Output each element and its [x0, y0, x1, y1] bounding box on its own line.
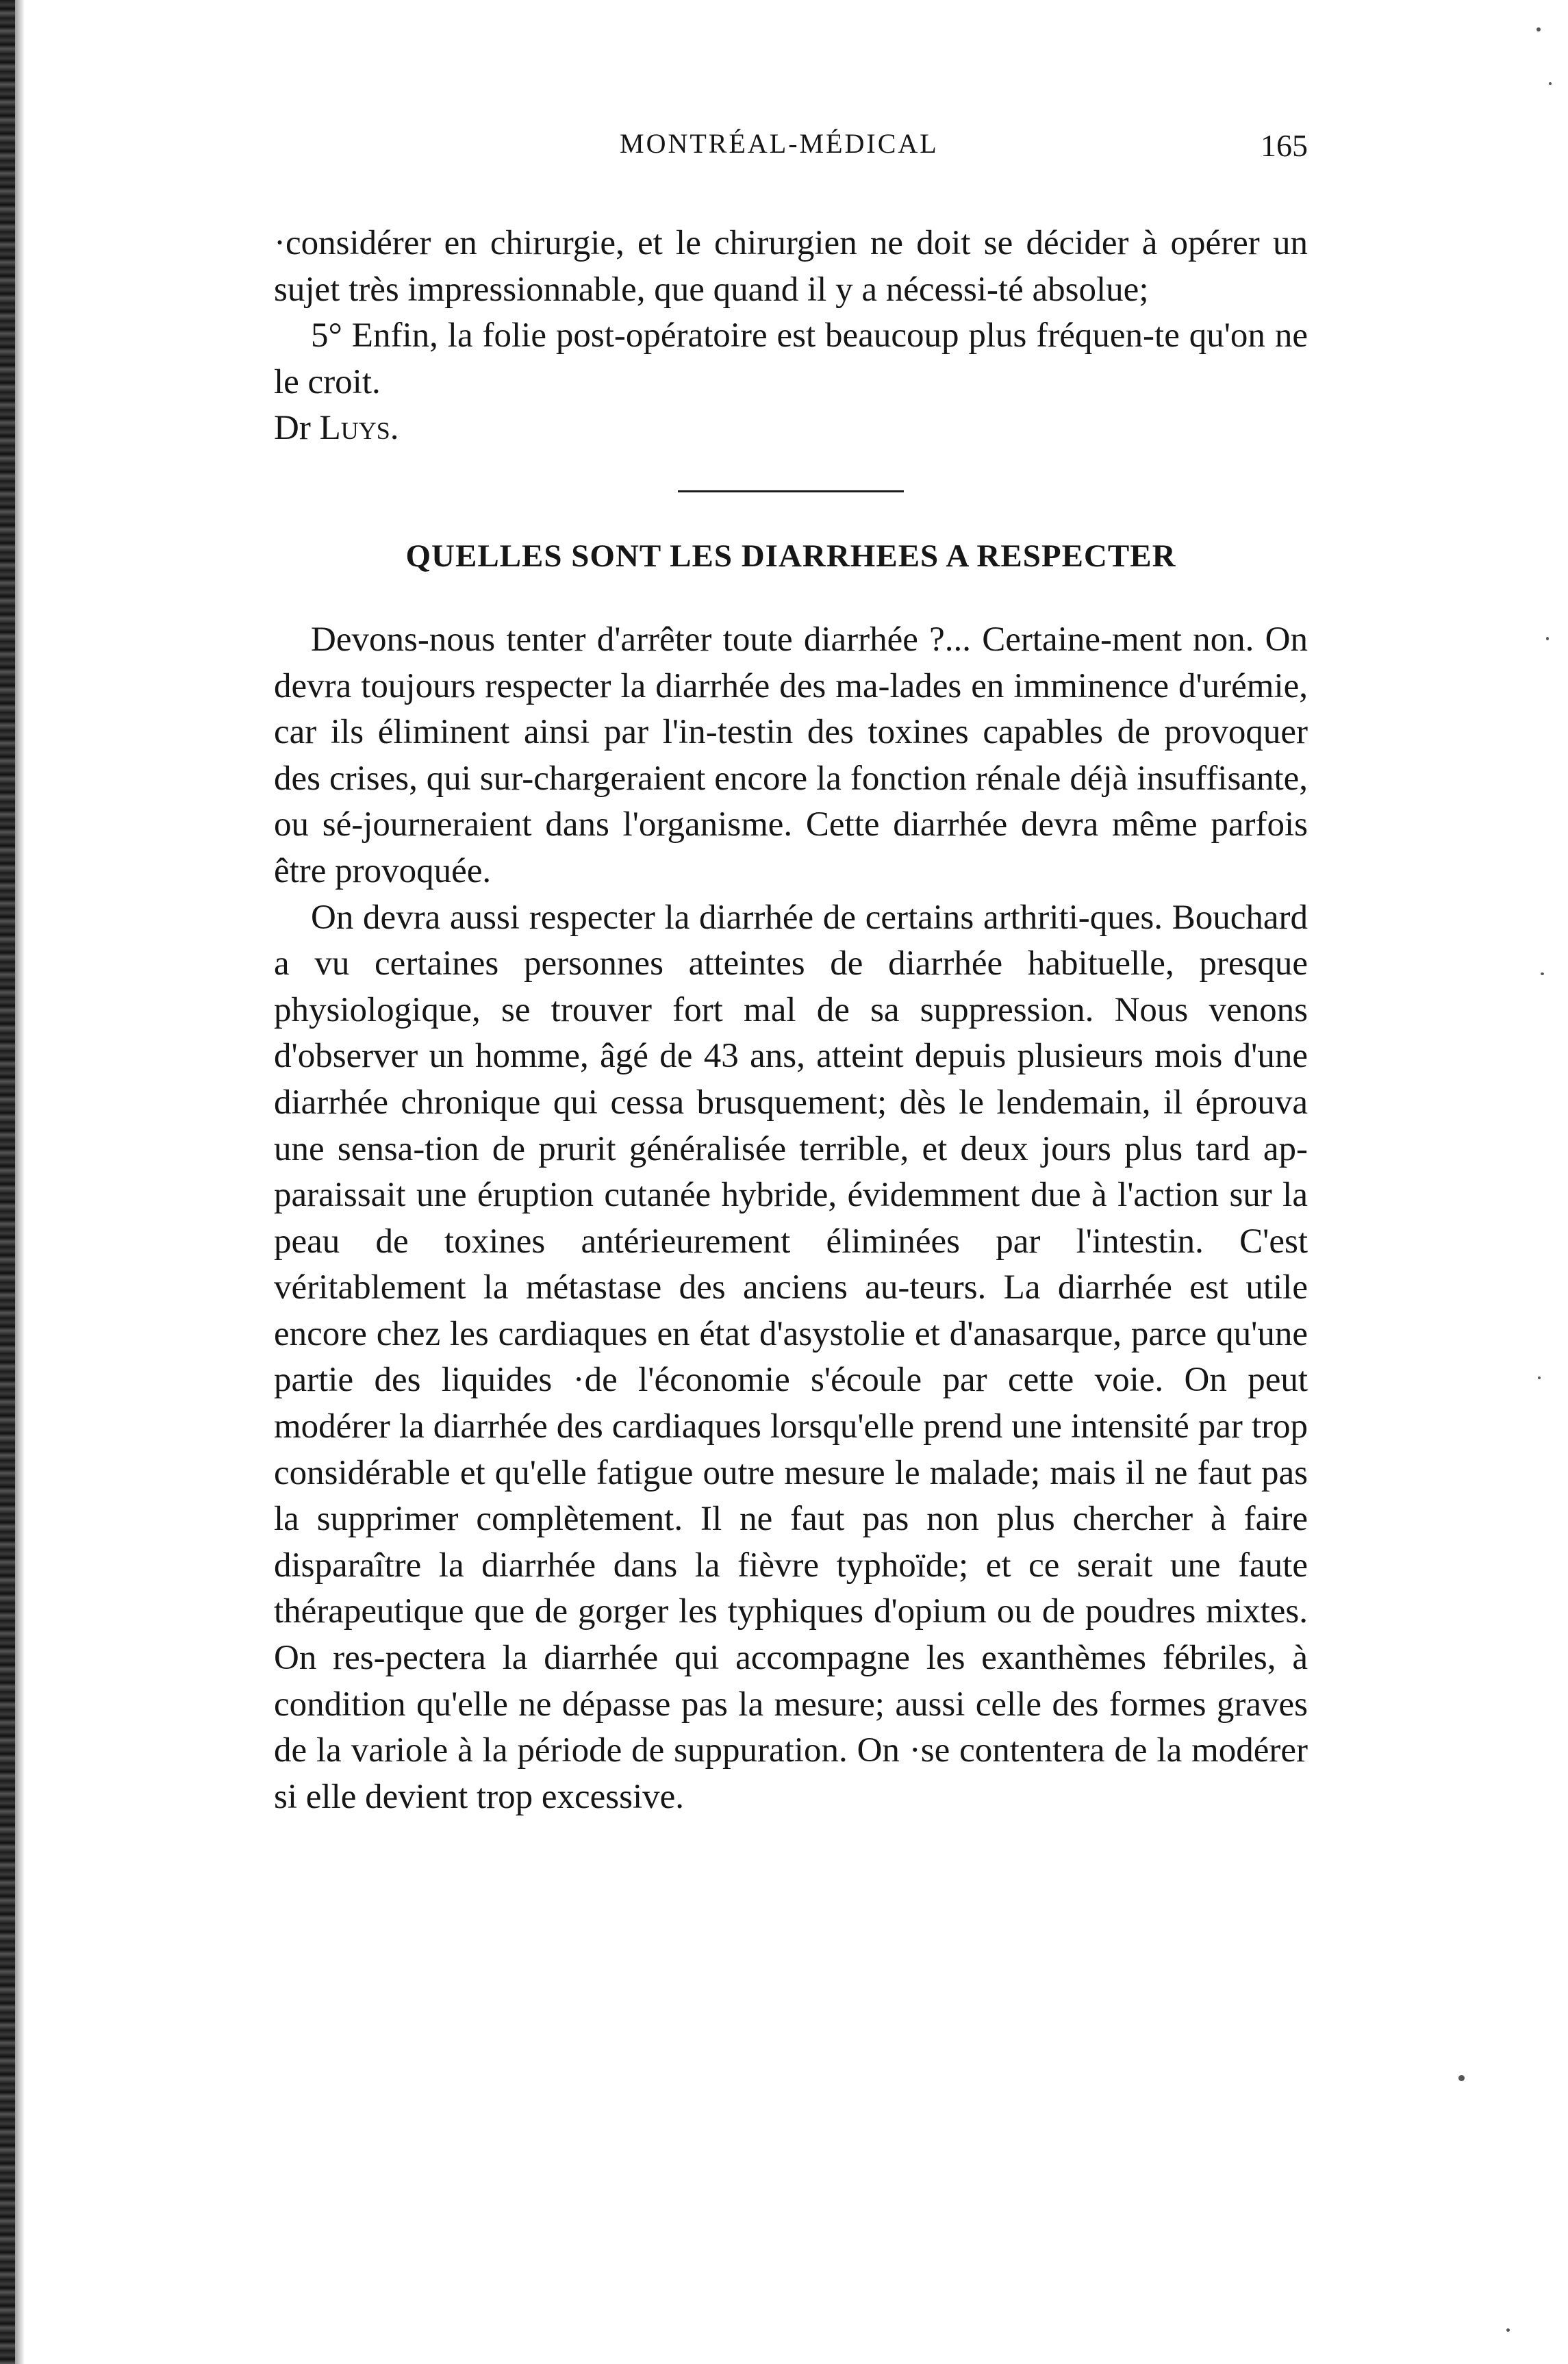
- scan-speck: [1537, 27, 1541, 32]
- running-head: MONTRÉAL-MÉDICAL: [620, 128, 939, 159]
- section-divider: [678, 490, 904, 492]
- scan-speck: [1541, 972, 1544, 975]
- signature: [274, 405, 1308, 452]
- intro-paragraph: ·considérer en chirurgie, et le chirurgien ne doit se décider à opérer un sujet très impressionnable, que quand il y a nécessi-té absolue;: [274, 224, 1308, 309]
- scan-speck: [1546, 637, 1549, 640]
- scan-speck: [1458, 2075, 1465, 2081]
- signature-prefix: Dr: [274, 409, 311, 448]
- article-paragraph-1: Devons-nous tenter d'arrêter toute diarrhée ?... Certaine-ment non. On devra toujours respecter la diarrhée des ma-lades en imminence d'urémie, car ils éliminent ainsi par l'in-testin des toxines capables de provoquer des crises, qui sur-chargeraient encore la fonction rénale déjà insuffisante, ou sé-journeraient dans l'organisme. Cette diarrhée devra même parfois être provoquée.: [274, 620, 1308, 890]
- scan-speck: [1549, 82, 1552, 85]
- page-body: [274, 221, 1308, 1820]
- scan-speck: [1506, 2328, 1510, 2332]
- intro-point-5: 5° Enfin, la folie post-opératoire est beaucoup plus fréquen-te qu'on ne le croit.: [274, 316, 1308, 401]
- article-title: QUELLES SONT LES DIARRHEES A RESPECTER: [405, 538, 1176, 574]
- scan-speck: [1538, 1376, 1541, 1379]
- scan-binding-edge: [0, 0, 15, 2364]
- page-number: 165: [1261, 128, 1308, 163]
- signature-name: Luys.: [319, 409, 399, 448]
- article-paragraph-2: On devra aussi respecter la diarrhée de certains arthriti-ques. Bouchard a vu certaines personnes atteintes de diarrhée habituelle, presque physiologique, se trouver fort mal de sa suppression. Nous venons d'observer un homme, âgé de 43 ans, atteint depuis plusieurs mois d'une diarrhée chronique qui cessa brusquement; dès le lendemain, il éprouva une sensa-tion de prurit généralisée terrible, et deux jours plus tard ap-paraissait une éruption cutanée hybride, évidemment due à l'action sur la peau de toxines antérieurement éliminées par l'intestin. C'est véritablement la métastase des anciens au-teurs. La diarrhée est utile encore chez les cardiaques en état d'asystolie et d'anasarque, parce qu'une partie des liquides ·de l'économie s'écoule par cette voie. On peut modérer la diarrhée des cardiaques lorsqu'elle prend une intensité par trop considérable et qu'elle fatigue outre mesure le malade; mais il ne faut pas la supprimer complètement. Il ne faut pas non plus chercher à faire disparaître la diarrhée dans la fièvre typhoïde; et ce serait une faute thérapeutique que de gorger les typhiques d'opium ou de poudres mixtes. On res-pectera la diarrhée qui accompagne les exanthèmes fébriles, à condition qu'elle ne dépasse pas la mesure; aussi celle des formes graves de la variole à la période de suppuration. On ·se contentera de la modérer si elle devient trop excessive.: [274, 898, 1308, 1816]
- scan-edge-shadow: [15, 0, 25, 2364]
- page-header: [274, 127, 1308, 175]
